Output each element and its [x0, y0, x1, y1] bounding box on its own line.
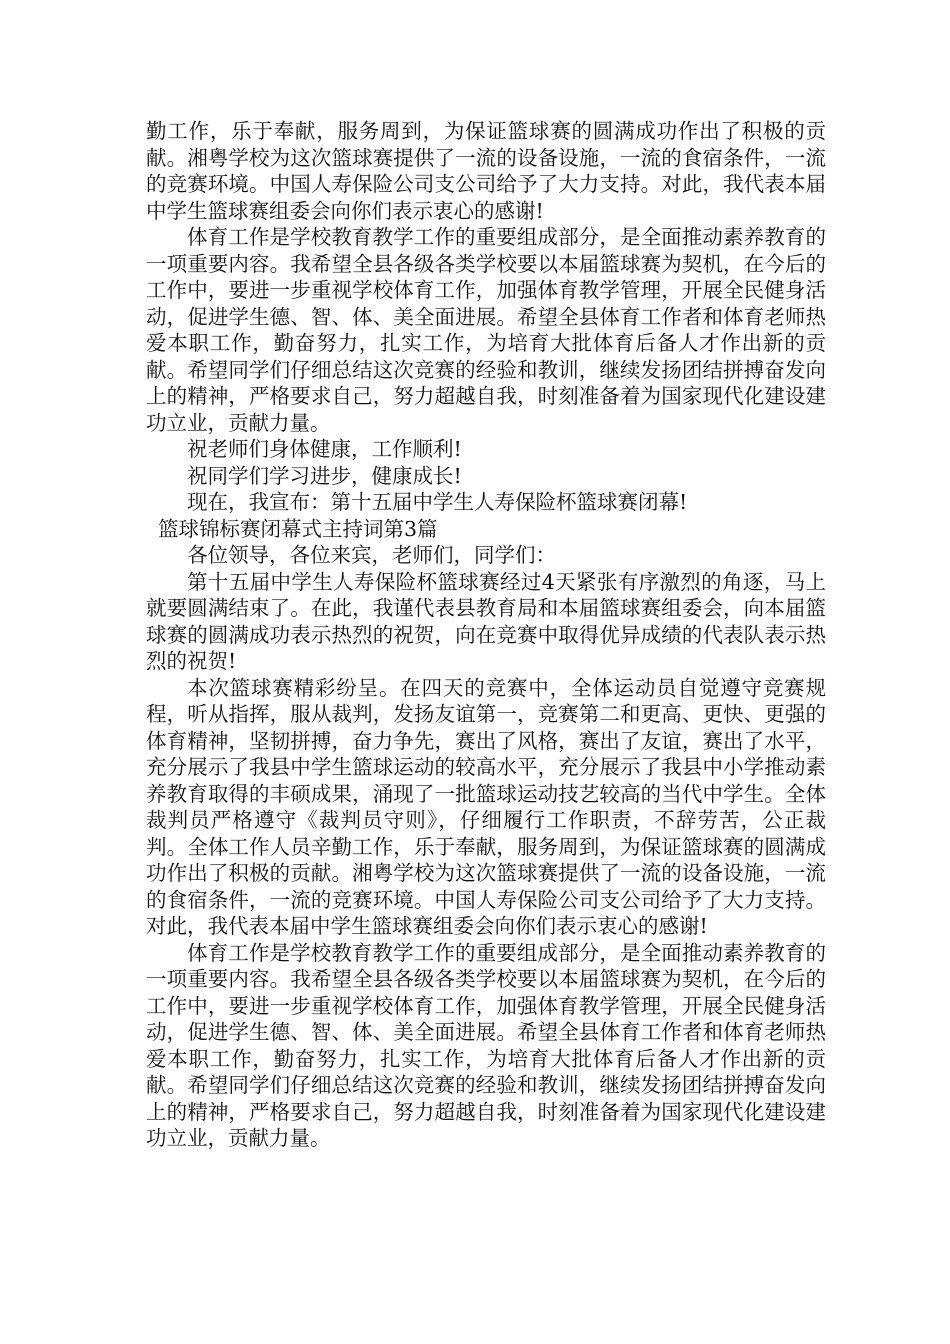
- paragraph-sports-work-repeat: 体育工作是学校教育教学工作的重要组成部分，是全面推动素养教育的一项重要内容。我希望全县各级各类学校要以本届篮球赛为契机，在今后的工作中，要进一步重视学校体育工作，加强体育教学管理，开展全民健身活动，促进学生德、智、体、美全面进展。希望全县体育工作者和体育老师热爱本职工作，勤奋努力，扎实工作，为培育大批体育后备人才作出新的贡献。希望同学们仔细总结这次竞赛的经验和教训，继续发扬团结拼搏奋发向上的精神，严格要求自己，努力超越自我，时刻准备着为国家现代化建设建功立业，贡献力量。: [146, 940, 826, 1150]
- document-page: [146, 118, 826, 1152]
- paragraph-wish-students: 祝同学们学习进步，健康成长!: [187, 463, 462, 488]
- paragraph-continued-thanks: 勤工作，乐于奉献，服务周到，为保证篮球赛的圆满成功作出了积极的贡献。湘粤学校为这次篮球赛提供了一流的设备设施，一流的食宿条件，一流的竞赛环境。中国人寿保险公司支公司给予了大力支持。对此，我代表本届中学生篮球赛组委会向你们表示衷心的感谢!: [146, 119, 826, 223]
- paragraph-wish-teachers: 祝老师们身体健康，工作顺利!: [187, 437, 462, 461]
- paragraph-sports-work: 体育工作是学校教育教学工作的重要组成部分，是全面推动素养教育的一项重要内容。我希望全县各级各类学校要以本届篮球赛为契机，在今后的工作中，要进一步重视学校体育工作，加强体育教学管理，开展全民健身活动，促进学生德、智、体、美全面进展。希望全县体育工作者和体育老师热爱本职工作，勤奋努力，扎实工作，为培育大批体育后备人才作出新的贡献。希望同学们仔细总结这次竞赛的经验和教训，继续发扬团结拼搏奋发向上的精神，严格要求自己，努力超越自我，时刻准备着为国家现代化建设建功立业，贡献力量。: [146, 225, 826, 435]
- paragraph-greeting: 各位领导，各位来宾，老师们，同学们：: [187, 543, 556, 567]
- paragraph-closing-announcement: 现在，我宣布：第十五届中学生人寿保险杯篮球赛闭幕!: [187, 490, 688, 514]
- paragraph-competition-review: 本次篮球赛精彩纷呈。在四天的竞赛中，全体运动员自觉遵守竞赛规程，听从指挥，服从裁判，发扬友谊第一，竞赛第二和更高、更快、更强的体育精神，坚韧拼搏，奋力争先，赛出了风格，赛出了友谊，赛出了水平，充分展示了我县中学生篮球运动的较高水平，充分展示了我县中小学推动素养教育取得的丰硕成果，涌现了一批篮球运动技艺较高的当代中学生。全体裁判员严格遵守《裁判员守则》，仔细履行工作职责，不辞劳苦，公正裁判。全体工作人员辛勤工作，乐于奉献，服务周到，为保证篮球赛的圆满成功作出了积极的贡献。湘粤学校为这次篮球赛提供了一流的设备设施，一流的食宿条件，一流的竞赛环境。中国人寿保险公司支公司给予了大力支持。对此，我代表本届中学生篮球赛组委会向你们表示衷心的感谢!: [146, 675, 826, 938]
- paragraph-congratulations: 第十五届中学生人寿保险杯篮球赛经过4天紧张有序激烈的角逐，马上就要圆满结束了。在此，我谨代表县教育局和本届篮球赛组委会，向本届篮球赛的圆满成功表示热烈的祝贺，向在竞赛中取得优异成绩的代表队表示热烈的祝贺!: [146, 569, 826, 673]
- section-heading: 篮球锦标赛闭幕式主持词第3篇: [158, 516, 438, 541]
